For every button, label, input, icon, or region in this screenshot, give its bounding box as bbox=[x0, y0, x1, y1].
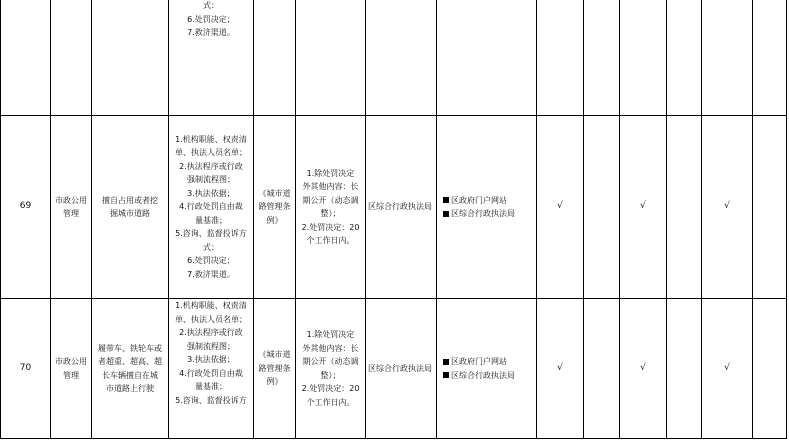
content-line: 个工作日内。 bbox=[306, 236, 355, 245]
check-mark: √ bbox=[702, 299, 753, 439]
content-line: 整）； bbox=[320, 370, 341, 380]
content-line: 外其他内容：长 bbox=[302, 182, 359, 191]
blank-cell bbox=[584, 299, 620, 439]
law-cell: 《城市道 路管理条 例》 bbox=[254, 116, 296, 299]
square-bullet-icon bbox=[443, 211, 449, 217]
basis-line: 3.执法依据； bbox=[187, 355, 235, 364]
basis-cell bbox=[169, 299, 254, 439]
basis-line: 7.救济渠道。 bbox=[187, 28, 235, 37]
blank-cell bbox=[667, 116, 702, 299]
blank-cell bbox=[667, 299, 702, 439]
category-cell: 市政公用 管理 bbox=[51, 116, 92, 299]
check-mark: √ bbox=[702, 116, 753, 299]
blank-cell bbox=[753, 299, 787, 439]
content-line: 个工作日内。 bbox=[306, 397, 355, 407]
basis-line: 强制流程图； bbox=[187, 341, 235, 351]
blank-cell bbox=[584, 116, 620, 299]
content-cell bbox=[296, 299, 366, 439]
channel-item: 区政府门户网站 bbox=[451, 357, 507, 366]
basis-cell bbox=[169, 116, 254, 299]
row-number: 70 bbox=[1, 299, 51, 439]
basis-line: 单、执法人员名单； bbox=[175, 148, 247, 158]
channel-item: 区综合行政执法局 bbox=[451, 370, 515, 380]
basis-line: 5.咨询、监督投诉方 bbox=[175, 395, 247, 405]
blank-cell bbox=[667, 0, 702, 116]
mark-cell bbox=[537, 0, 584, 116]
basis-line: 式： bbox=[203, 242, 219, 252]
subject-cell bbox=[366, 0, 437, 116]
square-bullet-icon bbox=[443, 197, 449, 203]
check-mark: √ bbox=[537, 116, 584, 299]
check-mark: √ bbox=[620, 116, 667, 299]
channel-cell bbox=[437, 0, 537, 116]
content-line: 整）； bbox=[320, 209, 341, 218]
basis-line: 1.机构职能、权责清 bbox=[175, 134, 247, 144]
basis-line: 1.机构职能、权责清 bbox=[175, 301, 247, 310]
row-number: 69 bbox=[1, 116, 51, 299]
content-cell bbox=[296, 0, 366, 116]
basis-line: 6.处罚决定； bbox=[187, 256, 235, 266]
category-cell: 市政公用 管理 bbox=[51, 299, 92, 439]
check-mark: √ bbox=[620, 299, 667, 439]
channel-cell bbox=[437, 299, 537, 439]
law-cell bbox=[254, 0, 296, 116]
channel-item: 区政府门户网站 bbox=[451, 195, 507, 205]
basis-line: 2.执法程序或行政 bbox=[179, 328, 243, 337]
channel-cell bbox=[437, 116, 537, 299]
content-cell bbox=[296, 116, 366, 299]
subject-cell: 区综合行政执法局 bbox=[366, 116, 437, 299]
basis-line: 量基准； bbox=[195, 382, 227, 391]
blank-cell bbox=[753, 0, 787, 116]
basis-line: 强制流程图； bbox=[187, 175, 235, 185]
mark-cell bbox=[620, 0, 667, 116]
law-cell: 《城市道 路管理条 例》 bbox=[254, 299, 296, 439]
basis-line: 4.行政处罚自由裁 bbox=[179, 202, 243, 212]
basis-line: 7.救济渠道。 bbox=[187, 269, 235, 279]
table-row bbox=[1, 116, 787, 299]
blank-cell bbox=[584, 0, 620, 116]
basis-line: 式： bbox=[203, 1, 219, 10]
row-number bbox=[1, 0, 51, 116]
content-line: 1.除处罚决定 bbox=[306, 330, 355, 339]
blank-cell bbox=[753, 116, 787, 299]
basis-line: 单、执法人员名单； bbox=[175, 314, 247, 324]
content-line: 期公开（动态调 bbox=[302, 195, 359, 205]
basis-line: 4.行政处罚自由裁 bbox=[179, 368, 243, 378]
table-row bbox=[1, 299, 787, 439]
item-cell: 擅自占用或者挖 掘城市道路 bbox=[92, 116, 169, 299]
content-line: 2.处罚决定：20 bbox=[301, 222, 360, 232]
content-line: 期公开（动态调 bbox=[302, 357, 359, 366]
content-line: 2.处罚决定：20 bbox=[301, 384, 360, 393]
basis-line: 5.咨询、监督投诉方 bbox=[175, 229, 247, 239]
square-bullet-icon bbox=[443, 372, 449, 378]
basis-line: 6.处罚决定； bbox=[187, 14, 235, 24]
square-bullet-icon bbox=[443, 359, 449, 365]
content-line: 外其他内容：长 bbox=[302, 343, 359, 353]
mark-cell bbox=[702, 0, 753, 116]
table-row bbox=[1, 0, 787, 116]
channel-item: 区综合行政执法局 bbox=[451, 209, 515, 218]
subject-cell: 区综合行政执法局 bbox=[366, 299, 437, 439]
content-line: 1.除处罚决定 bbox=[306, 168, 355, 178]
item-cell bbox=[92, 0, 169, 116]
basis-cell bbox=[169, 0, 254, 116]
item-cell: 履带车、铁轮车或 者超重、超高、超 长车辆擅自在城 市道路上行驶 bbox=[92, 299, 169, 439]
category-cell bbox=[51, 0, 92, 116]
check-mark: √ bbox=[537, 299, 584, 439]
basis-line: 2.执法程序或行政 bbox=[179, 161, 243, 171]
basis-line: 3.执法依据； bbox=[187, 188, 235, 198]
basis-line: 量基准； bbox=[195, 215, 227, 225]
